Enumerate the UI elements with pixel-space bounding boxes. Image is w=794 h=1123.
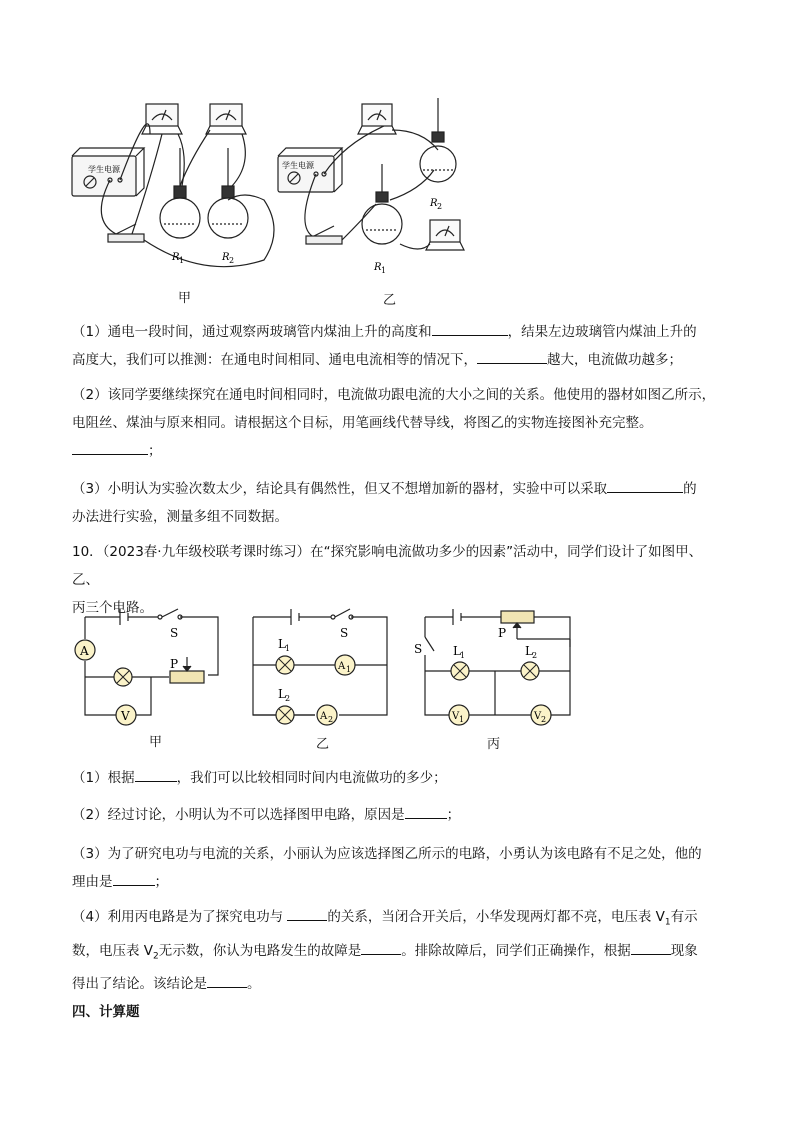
a1-b-label: A	[338, 661, 346, 672]
svg-text:1: 1	[460, 651, 466, 660]
svg-text:2: 2	[437, 202, 443, 211]
q10-part3: （3）为了研究电功与电流的关系，小丽认为应该选择图乙所示的电路，小勇认为该电路有不足之处，他的 理由是 ；	[72, 846, 702, 890]
l1-c-label: L	[453, 644, 461, 658]
svg-text:1: 1	[179, 256, 185, 265]
q9-part3: （3）小明认为实验次数太少，结论具有偶然性，但又不想增加新的器材，实验中可以采取 的 办法进行实验，测量多组不同数据。	[72, 475, 722, 531]
svg-text:2: 2	[285, 694, 291, 703]
r1-label-b: R	[374, 262, 382, 273]
r2-label-a: R	[222, 252, 230, 263]
circuit-diagrams	[70, 605, 590, 755]
svg-text:1: 1	[381, 266, 387, 275]
v1-c-label: V	[452, 711, 460, 722]
q9-part1: （1）通电一段时间，通过观察两玻璃管内煤油上升的高度和 ，结果左边玻璃管内煤油上升的 高度大，我们可以推测：在通电时间相同、通电电流相等的情况下， 越大，电流做功越多；	[72, 318, 722, 374]
slider-c-label: P	[498, 626, 507, 640]
svg-text:2: 2	[229, 256, 235, 265]
l1-b-label: L	[278, 637, 286, 651]
r2-label-b: R	[430, 198, 438, 209]
q10-part1: （1）根据 ，我们可以比较相同时间内电流做功的多少；	[72, 764, 722, 792]
power-supply-label-b: 学生电源	[282, 161, 314, 170]
svg-text:1: 1	[285, 644, 291, 653]
switch-c-label: S	[414, 642, 423, 656]
voltmeter-a-label: V	[121, 709, 130, 723]
l2-b-label: L	[278, 687, 286, 701]
ammeter-a-label: A	[80, 644, 89, 658]
circuit-caption-jia: 甲	[149, 735, 163, 750]
svg-text:1: 1	[346, 665, 352, 674]
circuit-caption-bing: 丙	[487, 737, 501, 752]
q10-stem: 10．（2023春·九年级校联考课时练习）在“探究影响电流做功多少的因素”活动中，同学们设计了如图甲、乙、 丙三个电路。	[72, 544, 703, 616]
l2-c-label: L	[525, 644, 533, 658]
q9-part2: （2）该同学要继续探究在通电时间相同时，电流做功跟电流的大小之间的关系。他使用的器材如图乙所示， 电阻丝、煤油与原来相同。请根据这个目标，用笔画线代替导线，将图乙的实物连接图补充完整。 ；	[72, 387, 716, 459]
v2-c-label: V	[534, 711, 542, 722]
figure-caption-jia: 甲	[178, 291, 192, 306]
a2-b-label: A	[320, 711, 328, 722]
svg-text:2: 2	[328, 715, 334, 724]
power-supply-label-a: 学生电源	[88, 165, 120, 174]
svg-text:2: 2	[541, 715, 547, 724]
q10-part4: （4）利用丙电路是为了探究电功与 的关系，当闭合开关后，小华发现两灯都不亮，电压表 $V_1$有示 数，电压表 $V_2$无示数，你认为电路发生的故障是 。排除故障后，同学们正确操作，根据 现象 得出了结论。该结论是 。	[72, 903, 722, 998]
figure-caption-yi: 乙	[383, 293, 397, 308]
slider-a-label: P	[170, 657, 179, 671]
svg-text:2: 2	[532, 651, 538, 660]
switch-b-label: S	[340, 626, 349, 640]
r1-label: R	[172, 252, 180, 263]
q10-part2: （2）经过讨论，小明认为不可以选择图甲电路，原因是 ；	[72, 801, 722, 829]
apparatus-figure	[60, 90, 480, 305]
circuit-caption-yi: 乙	[316, 737, 330, 752]
svg-text:1: 1	[459, 715, 465, 724]
section-heading: 四、计算题	[72, 1004, 140, 1020]
switch-a-label: S	[170, 626, 179, 640]
